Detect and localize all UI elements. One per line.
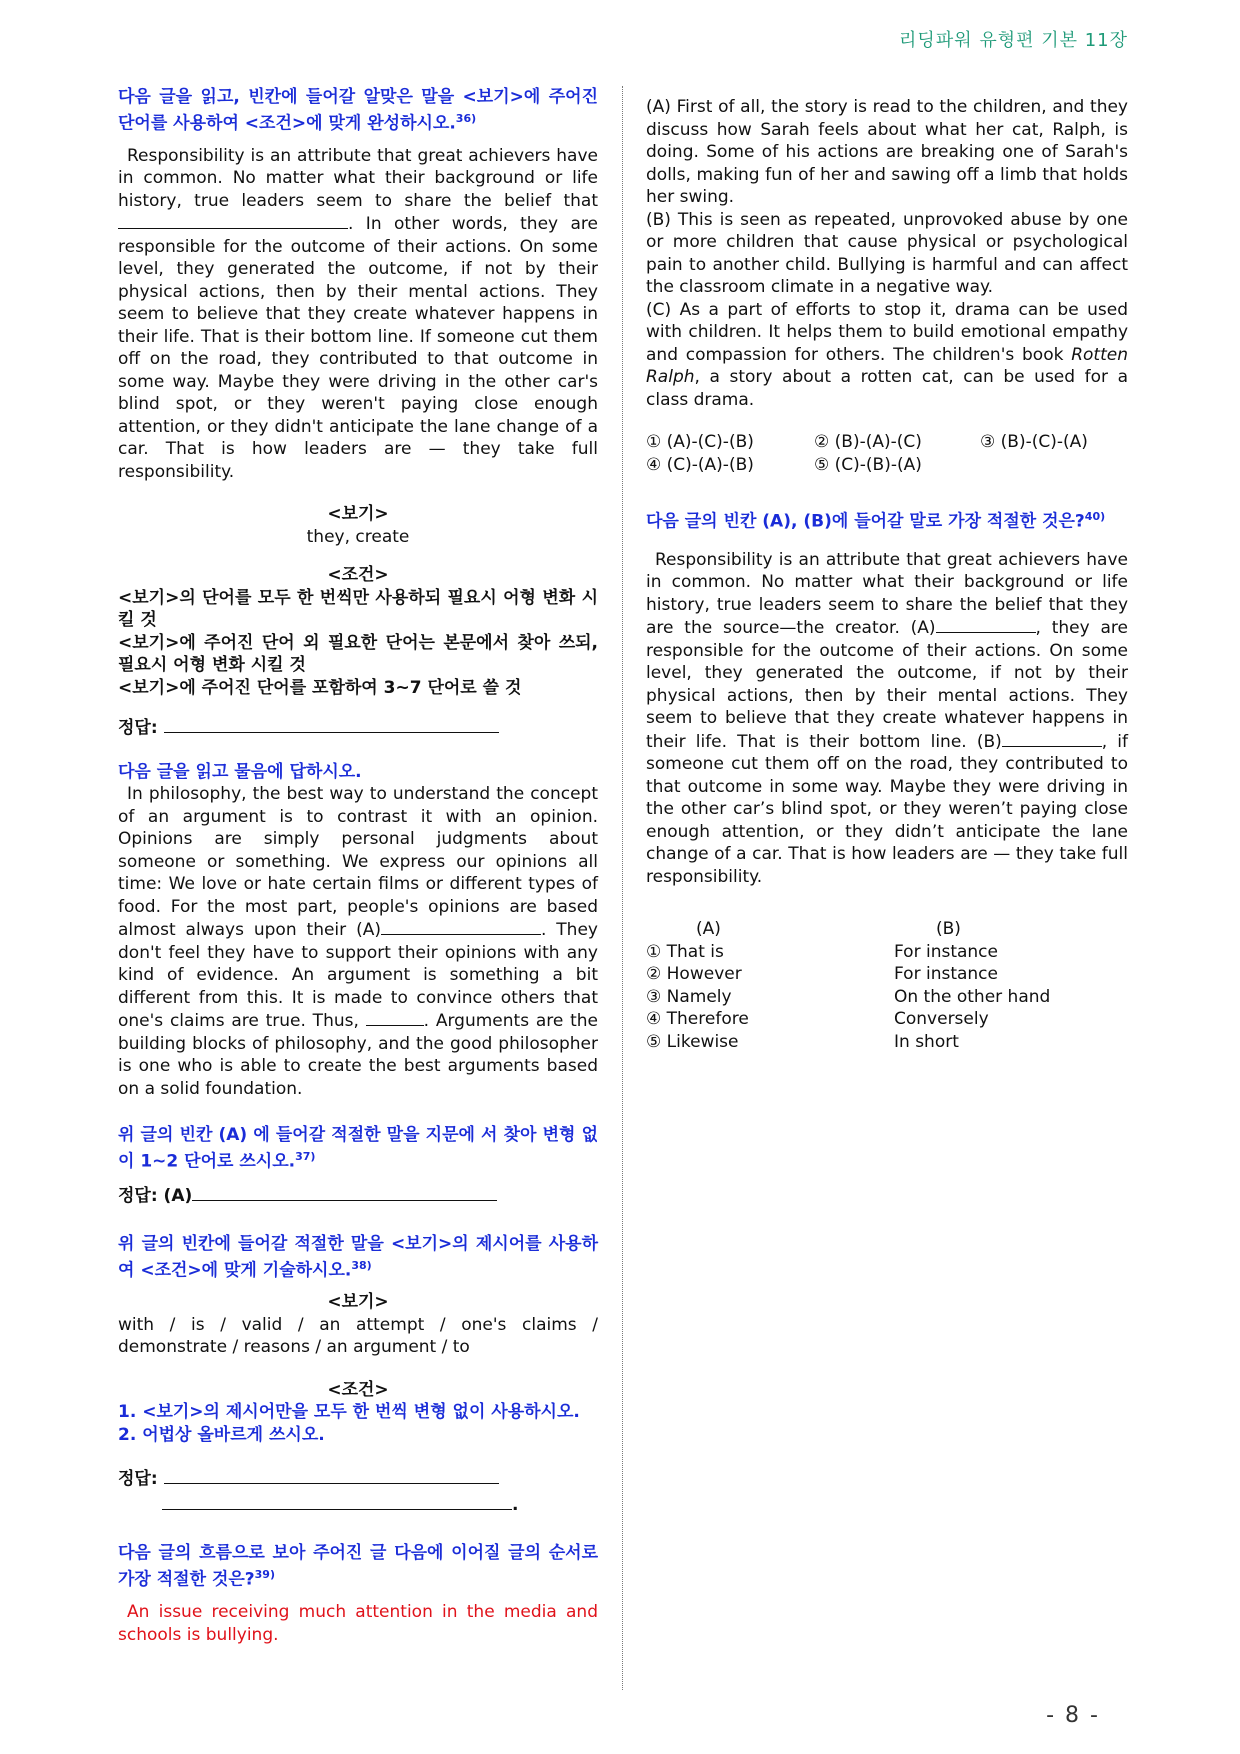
q38-answer-line-2-wrap: . bbox=[118, 1492, 598, 1518]
q38-answer: 정답: bbox=[118, 1466, 598, 1492]
q40-option-3-b: On the other hand bbox=[894, 986, 1051, 1007]
q36-condition-1: <보기>의 단어를 모두 한 번씩만 사용하되 필요시 어형 변화 시킬 것 bbox=[118, 587, 598, 631]
q39-options bbox=[646, 431, 1128, 476]
left-column bbox=[118, 86, 598, 1646]
q40-blank-a[interactable] bbox=[936, 616, 1036, 633]
q40-option-2-b: For instance bbox=[894, 964, 998, 985]
q38-bogi-title: <보기> bbox=[327, 1292, 389, 1313]
q37-number: 37) bbox=[295, 1150, 316, 1164]
q40-instruction: 다음 글의 빈칸 (A), (B)에 들어갈 말로 가장 적절한 것은?$^{40)}$ bbox=[646, 510, 1106, 532]
q40-option-2-a[interactable]: ② However bbox=[646, 964, 742, 985]
q39-book-title: Rotten Ralph bbox=[646, 344, 1128, 387]
q36-instruction: 다음 글을 읽고, 빈칸에 들어갈 알맞은 말을 <보기>에 주어진 단어를 사용하여 <조건>에 맞게 완성하시오.$^{36)}$ bbox=[118, 87, 598, 134]
passage2-blank-a[interactable] bbox=[381, 918, 541, 935]
q36-bogi-text: they, create bbox=[306, 526, 410, 547]
q37-answer: 정답: (A) bbox=[118, 1183, 598, 1209]
q36-condition-2: <보기>에 주어진 단어 외 필요한 단어는 본문에서 찾아 쓰되, 필요시 어형 변화 시킬 것 bbox=[118, 632, 598, 676]
q39-instruction: 다음 글의 흐름으로 보아 주어진 글 다음에 이어질 글의 순서로 가장 적절한 것은?$^{39)}$ bbox=[118, 1543, 598, 1591]
q36-bogi-title: <보기> bbox=[327, 504, 389, 525]
q40-passage: Responsibility is an attribute that great achievers have in common. No matter what their background or life history, true leaders seem to share the belief that they are the source—the creator. (A) , they are responsible for the outcome of their actions. On some level, they generated the outcome, if not by their physical actions, then by their mental actions. They seem to believe that they create whatever happens in their life. That is their bottom line. (B) , if someone cut them off on the road, they contributed to that outcome in some way. Maybe they were driving in the other car’s blind spot, or they weren’t paying close enough attention, or they didn’t anticipate the lane change of a car. That is how leaders are — they take full responsibility. bbox=[646, 549, 1128, 887]
q40-option-4-b: Conversely bbox=[894, 1009, 989, 1030]
passage2-blank-2[interactable] bbox=[366, 1009, 424, 1026]
q40-option-3-a[interactable]: ③ Namely bbox=[646, 986, 732, 1007]
q39-option-1[interactable]: ① (A)-(C)-(B) bbox=[646, 432, 754, 452]
q37-answer-line[interactable] bbox=[192, 1184, 497, 1201]
q40-option-5-b: In short bbox=[894, 1031, 959, 1052]
q36-condition-3: <보기>에 주어진 단어를 포함하여 3~7 단어로 쓸 것 bbox=[118, 677, 522, 698]
q37-instruction: 위 글의 빈칸 (A) 에 들어갈 적절한 말을 지문에 서 찾아 변형 없이 1~2 단어로 쓰시오.$^{37)}$ bbox=[118, 1125, 598, 1172]
q40-number: 40) bbox=[1084, 510, 1106, 523]
q39-number: 39) bbox=[254, 1568, 275, 1582]
q40-option-1-b: For instance bbox=[894, 941, 998, 962]
header-title: 리딩파워 유형편 기본 11장 bbox=[899, 30, 1128, 51]
q36-passage: Responsibility is an attribute that great achievers have in common. No matter what their background or life history, true leaders seem to share the belief that . In other words, they are responsible for the outcome of their actions. On some level, they generated the outcome, if not by their physical actions, then by their mental actions. They seem to believe that they create whatever happens in their life. That is their bottom line. If someone cut them off on the road, they contributed to that outcome in some way. Maybe they were driving in the other car's blind spot, or they weren't paying close enough attention, or they didn't anticipate the lane change of a car. That is how leaders are — they take full responsibility. bbox=[118, 145, 598, 482]
q40-option-5-a[interactable]: ⑤ Likewise bbox=[646, 1031, 739, 1052]
page-number: - 8 - bbox=[1046, 1703, 1100, 1728]
q39-option-4[interactable]: ④ (C)-(A)-(B) bbox=[646, 454, 754, 475]
q38-number: 38) bbox=[351, 1258, 372, 1272]
column-divider bbox=[622, 86, 623, 1690]
q38-condition-1: 1. <보기>의 제시어만을 모두 한 번씩 변형 없이 사용하시오. bbox=[118, 1402, 580, 1423]
q39-option-2[interactable]: ② (B)-(A)-(C) bbox=[814, 432, 922, 452]
q40-col-b-header: (B) bbox=[936, 919, 961, 940]
q38-condition-2: 2. 어법상 올바르게 쓰시오. bbox=[118, 1424, 325, 1445]
right-column bbox=[646, 96, 1128, 1053]
q39-given-sentence: An issue receiving much attention in the media and schools is bullying. bbox=[118, 1602, 598, 1645]
q39-paragraph-b: (B) This is seen as repeated, unprovoked abuse by one or more children that cause physical or psychological pain to another child. Bullying is harmful and can affect the classroom climate in a negative way. bbox=[646, 209, 1128, 297]
q40-col-a-header: (A) bbox=[696, 919, 721, 940]
q39-paragraph-a: (A) First of all, the story is read to the children, and they discuss how Sarah feels about what her cat, Ralph, is doing. Some of his actions are breaking one of Sarah's dolls, making fun of her and sawing off a limb that holds her swing. bbox=[646, 97, 1128, 207]
q36-condition-title: <조건> bbox=[327, 565, 389, 586]
q38-answer-line-1[interactable] bbox=[164, 1467, 499, 1484]
q38-instruction: 위 글의 빈칸에 들어갈 적절한 말을 <보기>의 제시어를 사용하여 <조건>에 맞게 기술하시오.$^{38)}$ bbox=[118, 1233, 598, 1281]
passage2-instruction: 다음 글을 읽고 물음에 답하시오. bbox=[118, 762, 362, 783]
q40-option-1-a[interactable]: ① That is bbox=[646, 941, 724, 962]
q39-paragraph-c: (C) As a part of efforts to stop it, drama can be used with children. It helps them to build emotional empathy and compassion for others. The children's book Rotten Ralph, a story about a rotten cat, can be used for a class drama. bbox=[646, 299, 1128, 410]
q38-bogi-text: with / is / valid / an attempt / one's claims / demonstrate / reasons / an argument / to bbox=[118, 1314, 598, 1358]
q36-number: 36) bbox=[455, 112, 477, 125]
q39-option-5[interactable]: ⑤ (C)-(B)-(A) bbox=[814, 454, 922, 475]
q40-option-4-a[interactable]: ④ Therefore bbox=[646, 1009, 749, 1030]
q38-answer-line-2[interactable] bbox=[162, 1493, 512, 1510]
q40-blank-b[interactable] bbox=[1002, 730, 1102, 747]
q36-answer: 정답: bbox=[118, 715, 598, 741]
q39-option-3[interactable]: ③ (B)-(C)-(A) bbox=[980, 432, 1088, 452]
passage2-text: In philosophy, the best way to understand the concept of an argument is to contrast it with an opinion. Opinions are simply personal judgments about someone or something. We express our opinions all time: We love or hate certain films or different types of food. For the most part, people's opinions are based almost always upon their (A) . They don't feel they have to support their opinions with any kind of evidence. An argument is something a bit different from this. It is made to convince others that one's claims are true. Thus, . Arguments are the building blocks of philosophy, and the good philosopher is one who is able to create the best arguments based on a solid foundation. bbox=[118, 784, 598, 1099]
q36-blank[interactable] bbox=[118, 212, 348, 229]
q36-answer-line[interactable] bbox=[164, 716, 499, 733]
q38-condition-title: <조건> bbox=[327, 1379, 389, 1400]
q40-options-table bbox=[646, 918, 1128, 1053]
